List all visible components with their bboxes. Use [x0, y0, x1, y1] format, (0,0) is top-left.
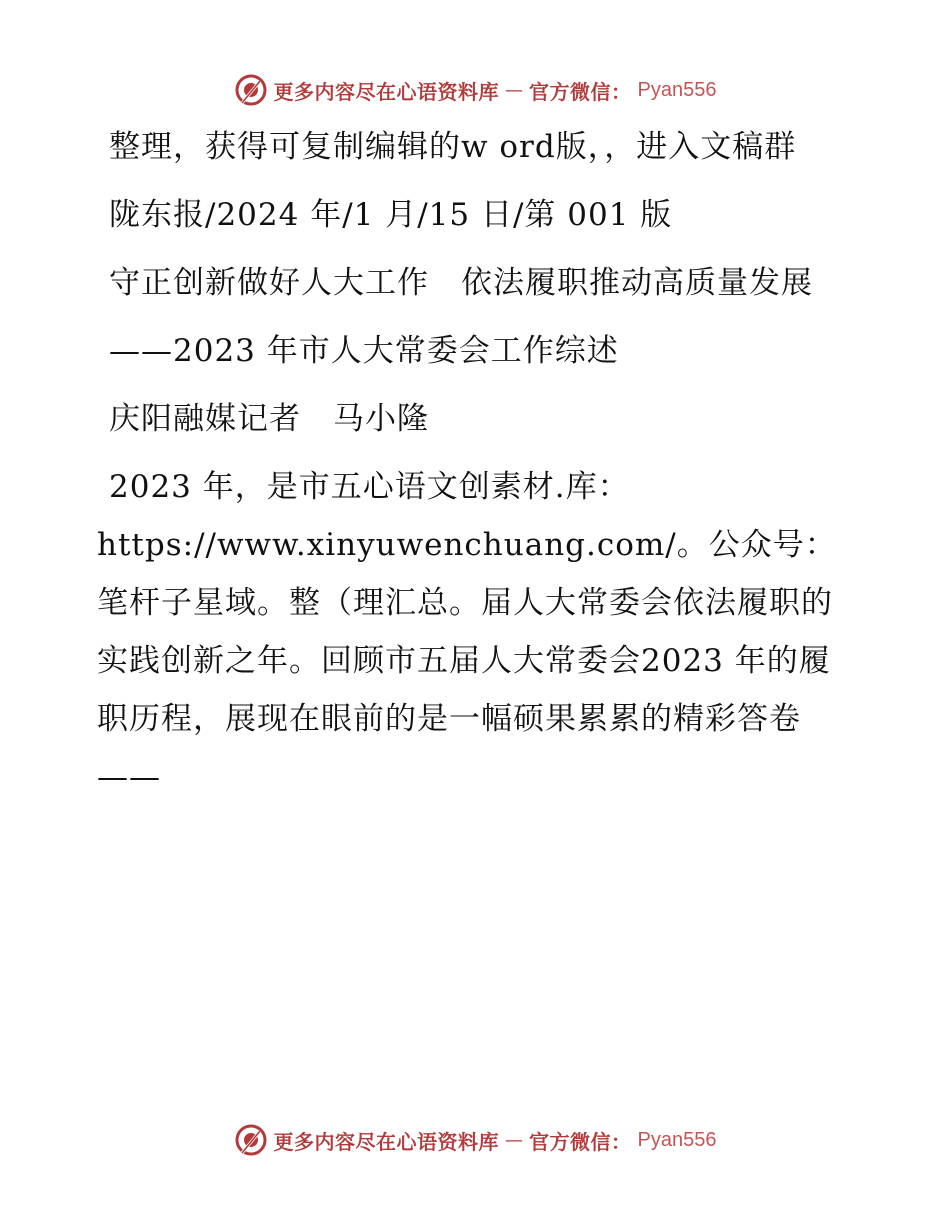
intro-paragraph: 整理，获得可复制编辑的w ord版，，进入文稿群: [109, 129, 797, 165]
pen-logo-icon: [234, 73, 268, 107]
header-banner-wechat-id: Pyan556: [637, 78, 717, 101]
footer-banner: [0, 1122, 950, 1158]
footer-banner-wechat-label: 官方微信：: [529, 1129, 632, 1154]
footer-banner-separator: —: [505, 1129, 524, 1151]
header-banner-wechat-label: 官方微信：: [529, 79, 632, 104]
article-subtitle: ——2023 年市人大常委会工作综述: [109, 333, 619, 369]
footer-banner-wechat-id: Pyan556: [637, 1128, 717, 1151]
body-paragraph: 2023 年，是市五心语文创素材.库：https://www.xinyuwenchuang.com/。公众号：笔杆子星域。整（理汇总。届人大常委会依法履职的实践创新之年。回顾市五届人大常委会2023 年的履职历程，展现在眼前的是一幅硕果累累的精彩答卷——: [97, 469, 837, 795]
article-title: 守正创新做好人大工作 依法履职推动高质量发展: [109, 265, 813, 301]
byline: 庆阳融媒记者 马小隆: [109, 401, 429, 437]
header-banner-text: 更多内容尽在心语资料库: [273, 79, 500, 104]
article-content: [97, 118, 857, 816]
source-line: 陇东报/2024 年/1 月/15 日/第 001 版: [109, 197, 673, 233]
header-banner: [0, 72, 950, 108]
header-banner-separator: —: [505, 79, 524, 101]
footer-banner-text: 更多内容尽在心语资料库: [273, 1129, 500, 1154]
pen-logo-icon: [234, 1123, 268, 1157]
